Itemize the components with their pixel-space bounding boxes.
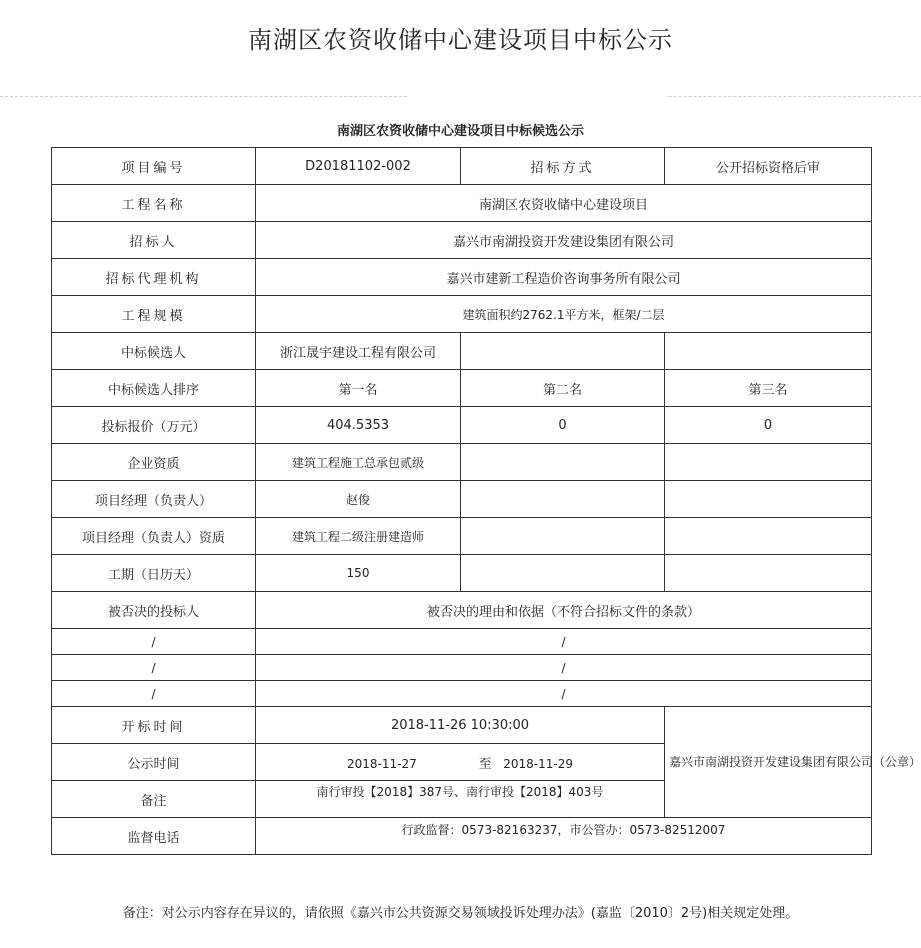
value-agency: 嘉兴市建新工程造价咨询事务所有限公司 bbox=[256, 259, 872, 296]
value-candidate-3 bbox=[665, 333, 872, 370]
table-row bbox=[52, 481, 872, 518]
rejected-reason: / bbox=[256, 681, 872, 707]
label-open-time: 开标时间 bbox=[52, 707, 256, 744]
label-rejected-bidder: 被否决的投标人 bbox=[52, 592, 256, 629]
rejected-bidder: / bbox=[52, 655, 256, 681]
publicity-start: 2018-11-27 bbox=[347, 756, 417, 771]
label-project-name: 工程名称 bbox=[52, 185, 256, 222]
value-project-name: 南湖区农资收储中心建设项目 bbox=[256, 185, 872, 222]
rejected-reason: / bbox=[256, 655, 872, 681]
table-row bbox=[52, 296, 872, 333]
label-scale: 工程规模 bbox=[52, 296, 256, 333]
value-manager-3 bbox=[665, 481, 872, 518]
value-duration-2 bbox=[461, 555, 665, 592]
label-duration: 工期（日历天） bbox=[52, 555, 256, 592]
label-supervision-phone: 监督电话 bbox=[52, 818, 256, 855]
table-row bbox=[52, 681, 872, 707]
value-publicity-time bbox=[256, 744, 665, 781]
value-supervision-phone: 行政监督：0573-82163237，市公管办：0573-82512007 bbox=[256, 818, 872, 855]
table-row bbox=[52, 333, 872, 370]
label-quote: 投标报价（万元） bbox=[52, 407, 256, 444]
value-manager-2 bbox=[461, 481, 665, 518]
value-duration-3 bbox=[665, 555, 872, 592]
table-row bbox=[52, 555, 872, 592]
page-title: 南湖区农资收储中心建设项目中标公示 bbox=[248, 26, 673, 54]
table-row bbox=[52, 407, 872, 444]
value-candidate-2 bbox=[461, 333, 665, 370]
label-ranking: 中标候选人排序 bbox=[52, 370, 256, 407]
table-row bbox=[52, 592, 872, 629]
value-quote-3: 0 bbox=[665, 407, 872, 444]
label-manager: 项目经理（负责人） bbox=[52, 481, 256, 518]
publicity-to: 至 bbox=[478, 756, 492, 772]
value-scale: 建筑面积约2762.1平方米，框架/二层 bbox=[256, 296, 872, 333]
value-remarks: 南行审投【2018】387号、南行审投【2018】403号 bbox=[256, 781, 665, 818]
value-project-no: D20181102-002 bbox=[256, 148, 461, 185]
label-bid-method: 招标方式 bbox=[461, 148, 665, 185]
table-row bbox=[52, 148, 872, 185]
table-row bbox=[52, 655, 872, 681]
label-project-no: 项目编号 bbox=[52, 148, 256, 185]
value-manager-qualification-3 bbox=[665, 518, 872, 555]
value-manager-qualification-2 bbox=[461, 518, 665, 555]
table-row bbox=[52, 444, 872, 481]
label-remarks: 备注 bbox=[52, 781, 256, 818]
value-qualification-3 bbox=[665, 444, 872, 481]
divider-gap bbox=[408, 90, 666, 102]
label-rejected-reason: 被否决的理由和依据（不符合招标文件的条款） bbox=[256, 592, 872, 629]
label-manager-qualification: 项目经理（负责人）资质 bbox=[52, 518, 256, 555]
value-qualification-1: 建筑工程施工总承包贰级 bbox=[256, 444, 461, 481]
value-rank-1: 第一名 bbox=[256, 370, 461, 407]
table-row bbox=[52, 518, 872, 555]
value-tenderer: 嘉兴市南湖投资开发建设集团有限公司 bbox=[256, 222, 872, 259]
label-qualification: 企业资质 bbox=[52, 444, 256, 481]
bid-notice-table bbox=[51, 147, 921, 855]
value-candidate-1: 浙江晟宇建设工程有限公司 bbox=[256, 333, 461, 370]
value-qualification-2 bbox=[461, 444, 665, 481]
label-agency: 招标代理机构 bbox=[52, 259, 256, 296]
value-manager-1: 赵俊 bbox=[256, 481, 461, 518]
rejected-bidder: / bbox=[52, 629, 256, 655]
table-row bbox=[52, 370, 872, 407]
publicity-end: 2018-11-29 bbox=[503, 756, 573, 771]
value-rank-2: 第二名 bbox=[461, 370, 665, 407]
label-candidate: 中标候选人 bbox=[52, 333, 256, 370]
notice-subtitle: 南湖区农资收储中心建设项目中标候选公示 bbox=[336, 124, 584, 139]
footnote: 备注：对公示内容存在异议的，请依照《嘉兴市公共资源交易领域投诉处理办法》(嘉监〔2010〕2号)相关规定处理。 bbox=[122, 906, 799, 921]
label-publicity-time: 公示时间 bbox=[52, 744, 256, 781]
value-duration-1: 150 bbox=[256, 555, 461, 592]
rejected-bidder: / bbox=[52, 681, 256, 707]
table-row bbox=[52, 185, 872, 222]
rejected-reason: / bbox=[256, 629, 872, 655]
table-row bbox=[52, 222, 872, 259]
table-row bbox=[52, 818, 872, 855]
value-quote-1: 404.5353 bbox=[256, 407, 461, 444]
label-tenderer: 招标人 bbox=[52, 222, 256, 259]
value-rank-3: 第三名 bbox=[665, 370, 872, 407]
stamp-text: 嘉兴市南湖投资开发建设集团有限公司（公章） bbox=[665, 707, 872, 818]
table-row bbox=[52, 259, 872, 296]
value-manager-qualification-1: 建筑工程二级注册建造师 bbox=[256, 518, 461, 555]
table-row bbox=[52, 707, 872, 744]
value-open-time: 2018-11-26 10:30:00 bbox=[256, 707, 665, 744]
value-quote-2: 0 bbox=[461, 407, 665, 444]
value-bid-method: 公开招标资格后审 bbox=[665, 148, 872, 185]
table-row bbox=[52, 629, 872, 655]
